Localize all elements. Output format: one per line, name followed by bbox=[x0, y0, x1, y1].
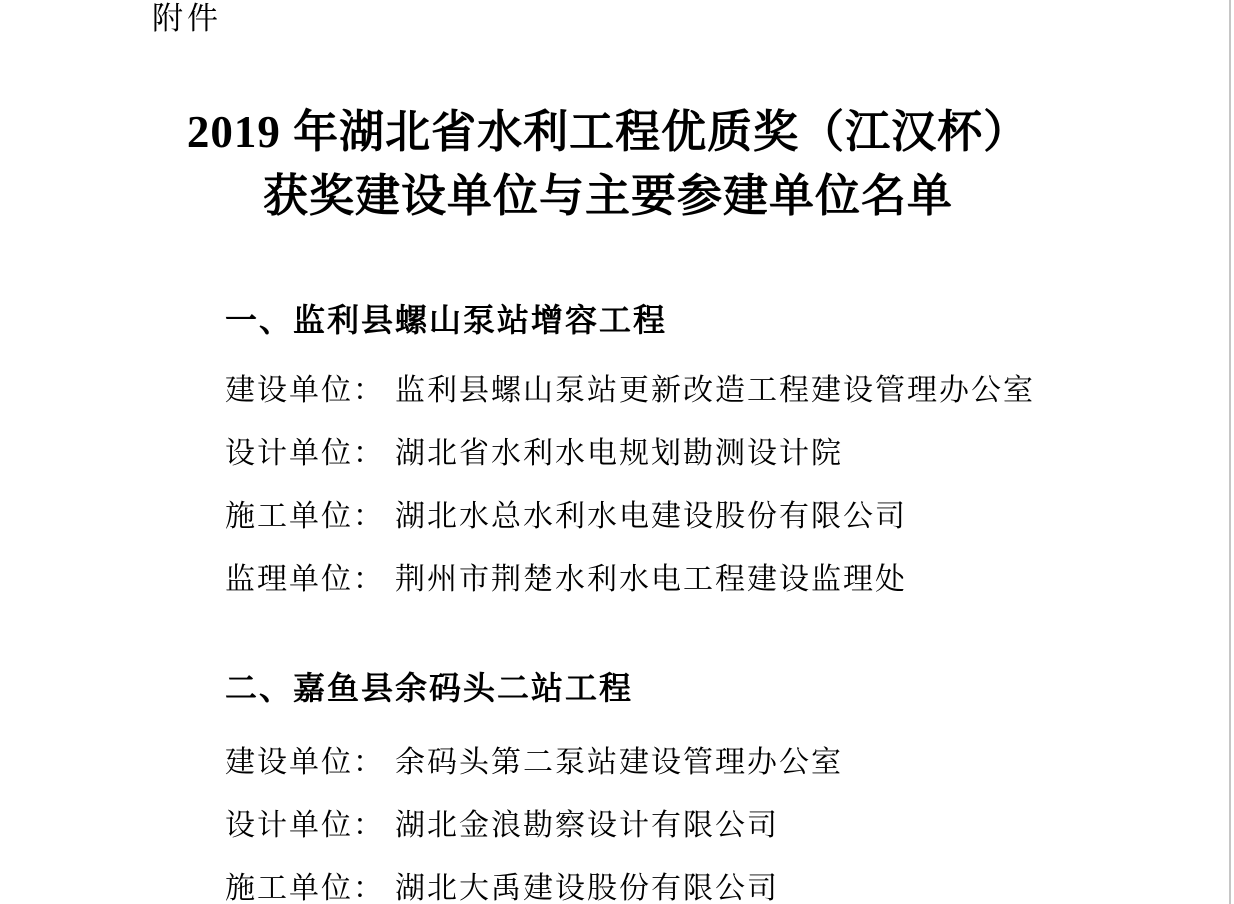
entry-label: 建设单位 bbox=[225, 374, 353, 407]
entry-row bbox=[225, 359, 1035, 422]
entry-colon: ： bbox=[353, 374, 385, 407]
entry-value: 监利县螺山泵站更新改造工程建设管理办公室 bbox=[395, 374, 1035, 407]
entry-value: 湖北大禹建设股份有限公司 bbox=[395, 872, 779, 904]
attachment-label: 附件 bbox=[152, 1, 222, 36]
entry-label: 设计单位 bbox=[225, 437, 353, 470]
section-1-heading: 一、监利县螺山泵站增容工程 bbox=[225, 302, 668, 338]
entry-label: 建设单位 bbox=[225, 746, 353, 779]
entry-row bbox=[225, 794, 843, 857]
entry-value: 湖北金浪勘察设计有限公司 bbox=[395, 809, 779, 842]
entry-colon: ： bbox=[353, 500, 385, 533]
section-2-entries bbox=[225, 731, 843, 904]
entry-row bbox=[225, 485, 1035, 548]
entry-label: 施工单位 bbox=[225, 500, 353, 533]
entry-value: 湖北省水利水电规划勘测设计院 bbox=[395, 437, 843, 470]
entry-colon: ： bbox=[353, 809, 385, 842]
entry-colon: ： bbox=[353, 872, 385, 904]
entry-colon: ： bbox=[353, 746, 385, 779]
entry-label: 施工单位 bbox=[225, 872, 353, 904]
entry-label: 设计单位 bbox=[225, 809, 353, 842]
document-title-line2: 获奖建设单位与主要参建单位名单 bbox=[262, 171, 953, 221]
section-2-heading: 二、嘉鱼县余码头二站工程 bbox=[225, 670, 634, 706]
entry-value: 湖北水总水利水电建设股份有限公司 bbox=[395, 500, 907, 533]
entry-row bbox=[225, 422, 1035, 485]
entry-row bbox=[225, 731, 843, 794]
document-title-line1: 2019 年湖北省水利工程优质奖（江汉杯） bbox=[186, 107, 1030, 157]
entry-label: 监理单位 bbox=[225, 563, 353, 596]
entry-colon: ： bbox=[353, 563, 385, 596]
entry-row bbox=[225, 548, 1035, 611]
entry-value: 荆州市荆楚水利水电工程建设监理处 bbox=[395, 563, 907, 596]
section-1-entries bbox=[225, 359, 1035, 611]
entry-value: 余码头第二泵站建设管理办公室 bbox=[395, 746, 843, 779]
page-edge-divider bbox=[1229, 0, 1231, 904]
entry-colon: ： bbox=[353, 437, 385, 470]
document-title bbox=[150, 100, 1066, 228]
entry-row bbox=[225, 857, 843, 904]
